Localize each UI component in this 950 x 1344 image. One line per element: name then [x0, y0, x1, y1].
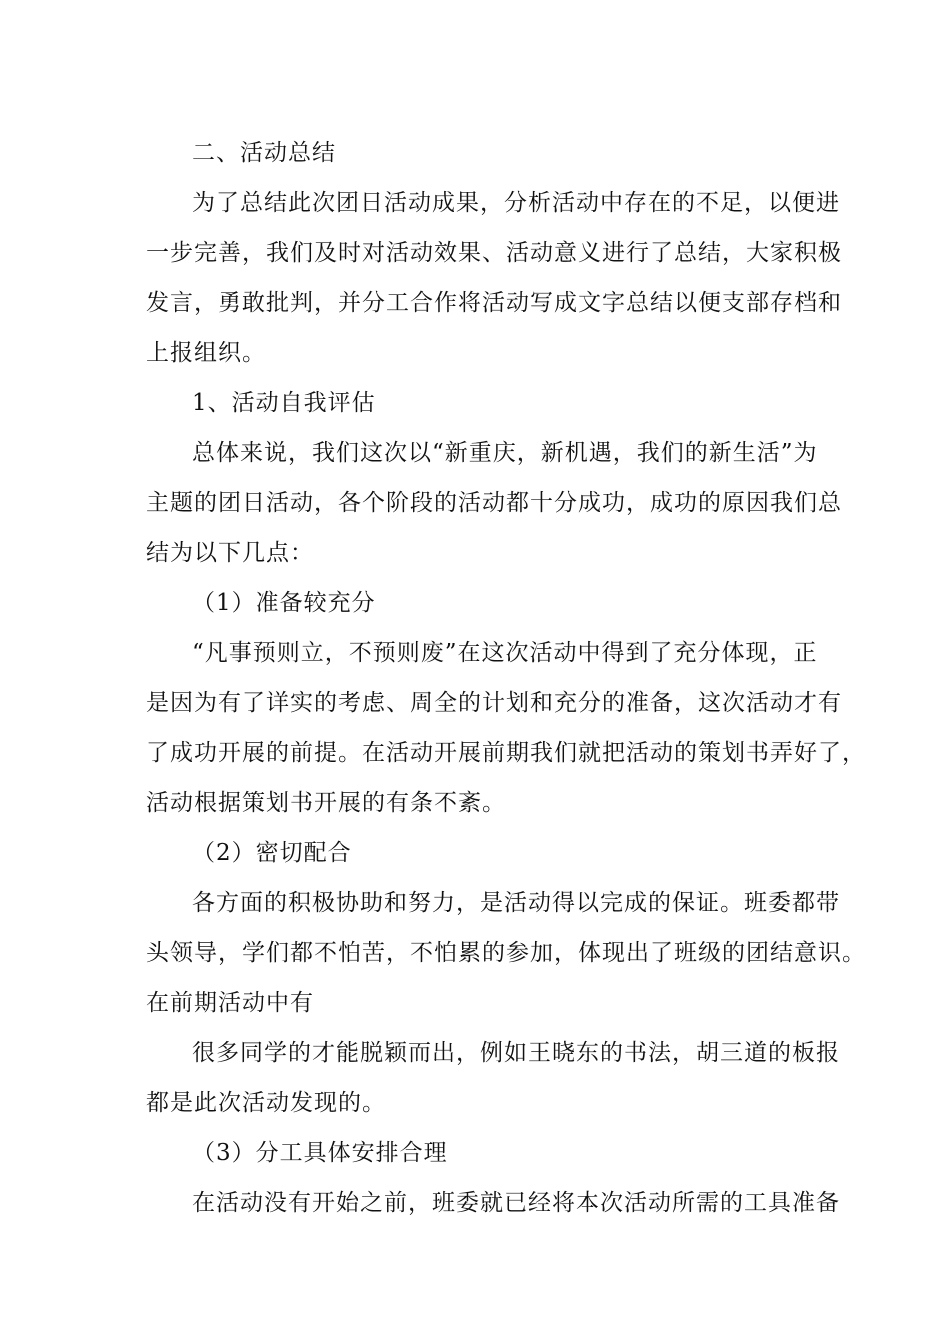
list-item-heading: （2）密切配合: [192, 840, 352, 866]
subsection-heading: 1、活动自我评估: [192, 390, 376, 416]
paragraph-line: 了成功开展的前提。在活动开展前期我们就把活动的策划书弄好了，: [146, 740, 866, 766]
paragraph-line: 是因为有了详实的考虑、周全的计划和充分的准备，这次活动才有: [146, 690, 842, 716]
list-item-heading: （1）准备较充分: [192, 590, 376, 616]
document-body: [146, 128, 866, 1228]
paragraph-line: 都是此次活动发现的。: [146, 1090, 386, 1116]
paragraph-line: 主题的团日活动，各个阶段的活动都十分成功，成功的原因我们总: [146, 490, 842, 516]
list-item-heading: （3）分工具体安排合理: [192, 1140, 448, 1166]
paragraph-line: 各方面的积极协助和努力，是活动得以完成的保证。班委都带: [192, 890, 840, 916]
paragraph-line: 发言，勇敢批判，并分工合作将活动写成文字总结以便支部存档和: [146, 290, 842, 316]
paragraph-line: 很多同学的才能脱颖而出，例如王晓东的书法，胡三道的板报: [192, 1040, 840, 1066]
paragraph-line: “凡事预则立，不预则废”在这次活动中得到了充分体现，正: [192, 640, 818, 666]
paragraph-line: 结为以下几点：: [146, 540, 314, 566]
paragraph-line: 头领导，学们都不怕苦，不怕累的参加，体现出了班级的团结意识。: [146, 940, 866, 966]
paragraph-line: 一步完善，我们及时对活动效果、活动意义进行了总结，大家积极: [146, 240, 842, 266]
section-heading: 二、活动总结: [192, 140, 336, 166]
paragraph-line: 为了总结此次团日活动成果，分析活动中存在的不足，以便进: [192, 190, 840, 216]
paragraph-line: 总体来说，我们这次以“新重庆，新机遇，我们的新生活”为: [192, 440, 818, 466]
paragraph-line: 在前期活动中有: [146, 990, 314, 1016]
paragraph-line: 在活动没有开始之前，班委就已经将本次活动所需的工具准备: [192, 1190, 840, 1216]
paragraph-line: 上报组织。: [146, 340, 266, 366]
paragraph-line: 活动根据策划书开展的有条不紊。: [146, 790, 506, 816]
